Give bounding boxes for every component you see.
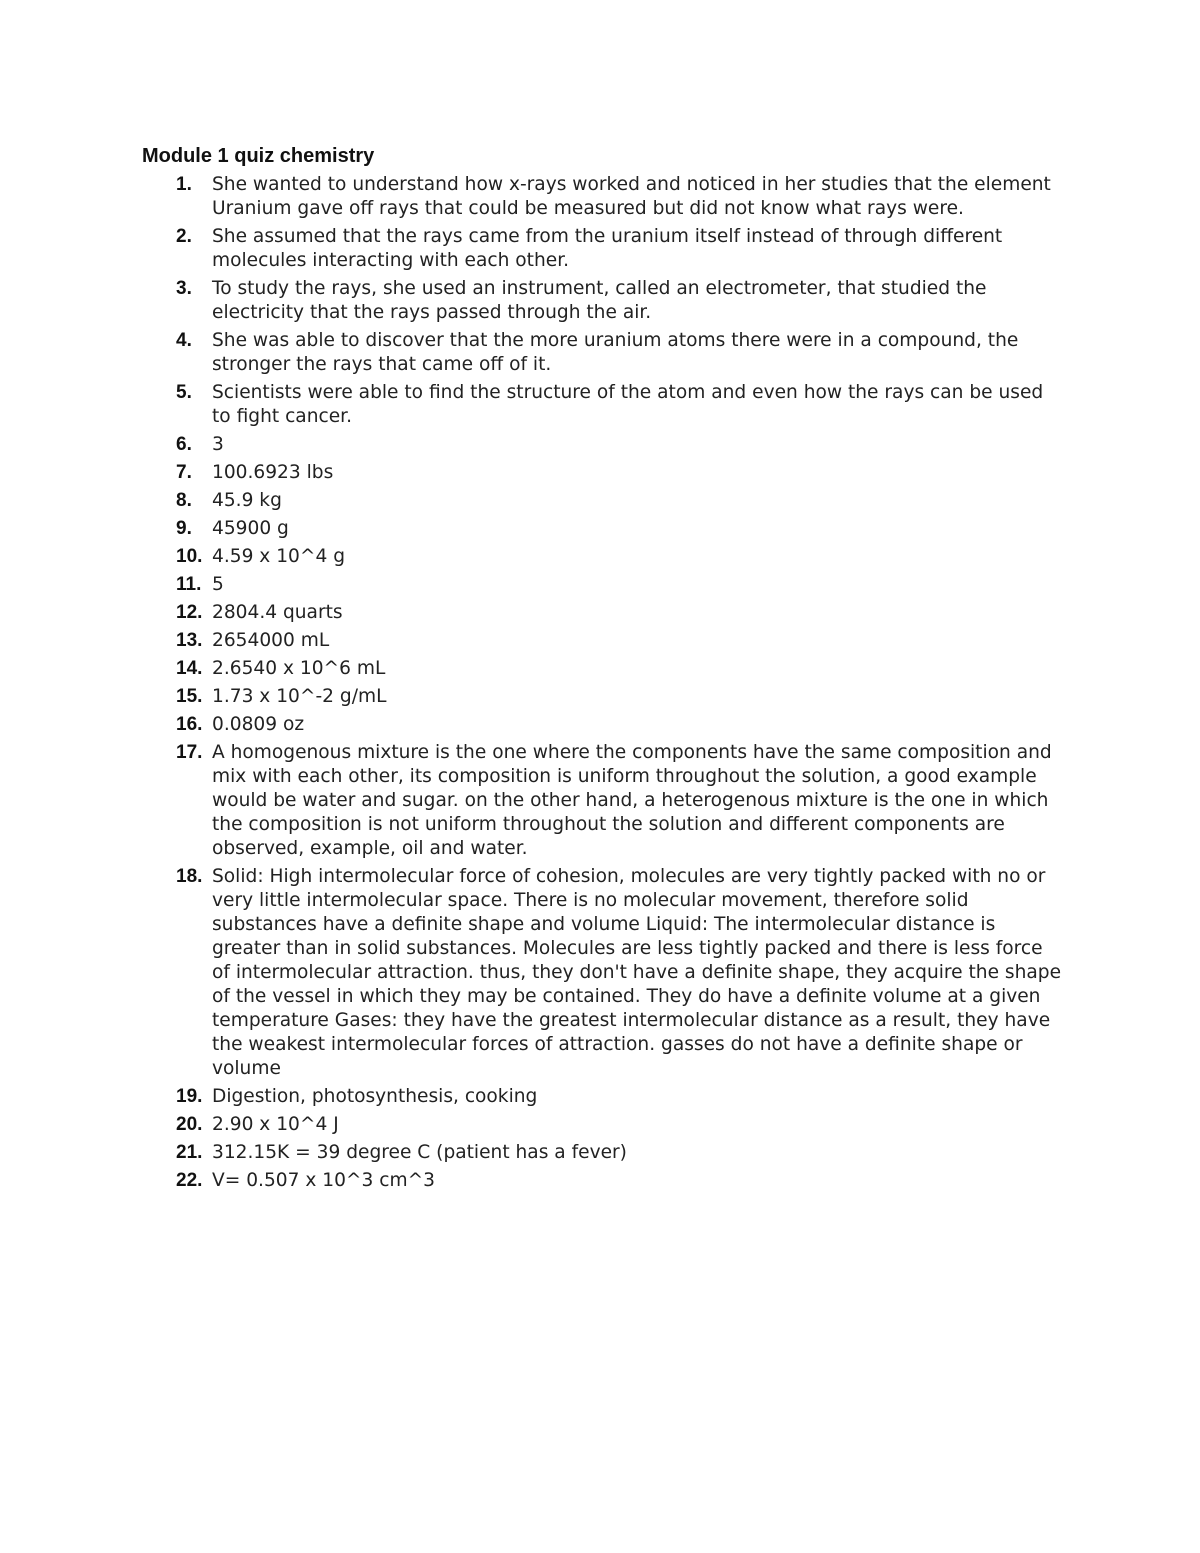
item-number: 16. bbox=[176, 714, 203, 735]
list-item-11 bbox=[0, 573, 1200, 597]
item-text: 2654000 mL bbox=[212, 630, 330, 651]
item-text: Digestion, photosynthesis, cooking bbox=[212, 1086, 538, 1107]
list-item-15 bbox=[0, 685, 1200, 709]
list-item-5 bbox=[0, 381, 1200, 429]
item-text: Scientists were able to find the structure of the atom and even how the rays can be used to fight cancer. bbox=[212, 382, 1044, 427]
document-title: Module 1 quiz chemistry bbox=[142, 145, 375, 167]
item-number: 20. bbox=[176, 1114, 203, 1135]
item-text: Solid: High intermolecular force of cohesion, molecules are very tightly packed with no or very little intermolecular space. There is no molecular movement, therefore solid substances have a definite shape and volume Liquid: The intermolecular distance is greater than in solid substances. Molecules are less tightly packed and there is less force of intermolecular attraction. thus, they don't have a definite shape, they acquire the shape of the vessel in which they may be contained. They do have a definite volume at a given temperature Gases: they have the greatest intermolecular distance as a result, they have the weakest intermolecular forces of attraction. gasses do not have a definite shape or volume bbox=[212, 866, 1062, 1079]
item-number: 1. bbox=[176, 174, 192, 195]
list-item-3 bbox=[0, 277, 1200, 325]
item-number: 22. bbox=[176, 1170, 203, 1191]
item-text: 2.90 x 10^4 J bbox=[212, 1114, 339, 1135]
list-item-13 bbox=[0, 629, 1200, 653]
list-item-12 bbox=[0, 601, 1200, 625]
item-text: 3 bbox=[212, 434, 224, 455]
item-number: 13. bbox=[176, 630, 203, 651]
item-number: 4. bbox=[176, 330, 192, 351]
list-item-21 bbox=[0, 1141, 1200, 1165]
list-item-19 bbox=[0, 1085, 1200, 1109]
item-number: 2. bbox=[176, 226, 192, 247]
item-number: 3. bbox=[176, 278, 192, 299]
item-text: She was able to discover that the more uranium atoms there were in a compound, the stronger the rays that came off of it. bbox=[212, 330, 1019, 375]
item-text: 5 bbox=[212, 574, 224, 595]
list-item-8 bbox=[0, 489, 1200, 513]
item-text: To study the rays, she used an instrument, called an electrometer, that studied the electricity that the rays passed through the air. bbox=[212, 278, 987, 323]
item-text: 100.6923 lbs bbox=[212, 462, 334, 483]
item-number: 21. bbox=[176, 1142, 203, 1163]
item-text: V= 0.507 x 10^3 cm^3 bbox=[212, 1170, 435, 1191]
answer-list bbox=[0, 173, 1200, 1197]
item-number: 9. bbox=[176, 518, 192, 539]
item-number: 7. bbox=[176, 462, 192, 483]
item-text: 2804.4 quarts bbox=[212, 602, 343, 623]
item-number: 19. bbox=[176, 1086, 203, 1107]
list-item-16 bbox=[0, 713, 1200, 737]
item-text: 312.15K = 39 degree C (patient has a fever) bbox=[212, 1142, 627, 1163]
list-item-2 bbox=[0, 225, 1200, 273]
list-item-20 bbox=[0, 1113, 1200, 1137]
list-item-7 bbox=[0, 461, 1200, 485]
list-item-6 bbox=[0, 433, 1200, 457]
item-number: 5. bbox=[176, 382, 192, 403]
list-item-9 bbox=[0, 517, 1200, 541]
item-text: 45.9 kg bbox=[212, 490, 282, 511]
item-text: 45900 g bbox=[212, 518, 289, 539]
item-text: 1.73 x 10^-2 g/mL bbox=[212, 686, 387, 707]
item-text: She wanted to understand how x-rays worked and noticed in her studies that the element Uranium gave off rays that could be measured but did not know what rays were. bbox=[212, 174, 1051, 219]
item-text: A homogenous mixture is the one where the components have the same composition and mix with each other, its composition is uniform throughout the solution, a good example would be water and sugar. on the other hand, a heterogenous mixture is the one in which the composition is not uniform throughout the solution and different components are observed, example, oil and water. bbox=[212, 742, 1052, 859]
list-item-14 bbox=[0, 657, 1200, 681]
item-text: 2.6540 x 10^6 mL bbox=[212, 658, 386, 679]
item-text: She assumed that the rays came from the uranium itself instead of through different molecules interacting with each other. bbox=[212, 226, 1003, 271]
item-text: 0.0809 oz bbox=[212, 714, 305, 735]
item-text: 4.59 x 10^4 g bbox=[212, 546, 346, 567]
item-number: 11. bbox=[176, 574, 202, 595]
item-number: 15. bbox=[176, 686, 203, 707]
item-number: 14. bbox=[176, 658, 203, 679]
item-number: 17. bbox=[176, 742, 203, 763]
item-number: 8. bbox=[176, 490, 192, 511]
list-item-22 bbox=[0, 1169, 1200, 1193]
list-item-17 bbox=[0, 741, 1200, 861]
item-number: 12. bbox=[176, 602, 203, 623]
item-number: 6. bbox=[176, 434, 192, 455]
list-item-10 bbox=[0, 545, 1200, 569]
item-number: 10. bbox=[176, 546, 203, 567]
list-item-1 bbox=[0, 173, 1200, 221]
item-number: 18. bbox=[176, 866, 203, 887]
list-item-4 bbox=[0, 329, 1200, 377]
list-item-18 bbox=[0, 865, 1200, 1081]
